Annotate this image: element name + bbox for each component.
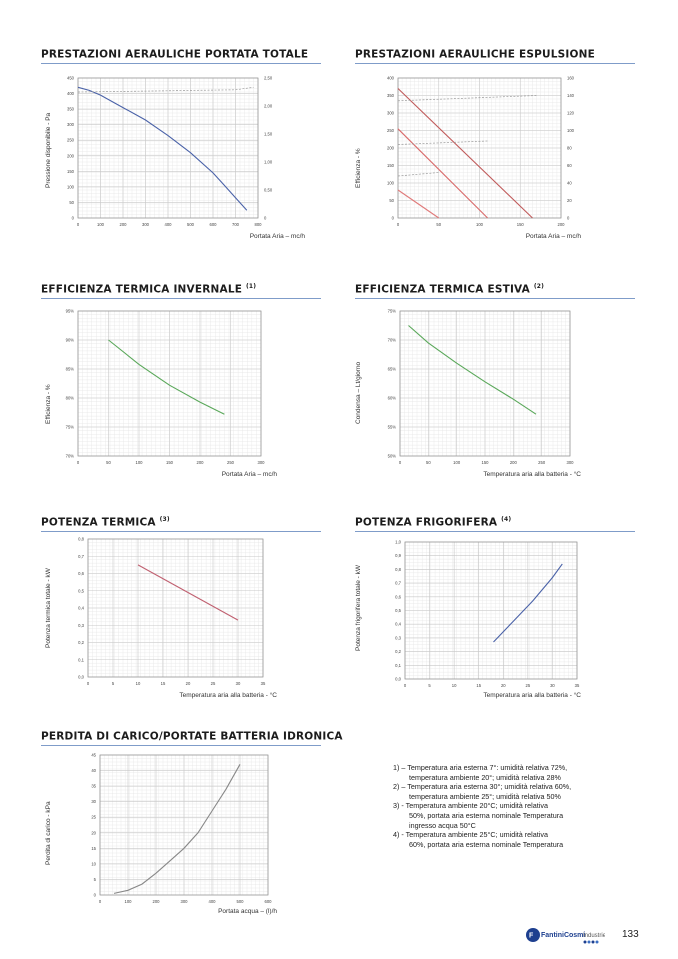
y-tick-label: 0,0 — [395, 676, 401, 682]
x-axis-label: Temperatura aria alla batteria - °C — [483, 471, 581, 478]
x-tick-label: 250 — [227, 460, 234, 465]
y-tick-label: 0,1 — [395, 662, 401, 668]
y-tick-label: 95% — [65, 308, 74, 314]
x-tick-label: 50 — [106, 460, 111, 465]
y-tick-label: 50 — [389, 198, 394, 203]
x-tick-label: 0 — [98, 899, 102, 904]
x-tick-label: 200 — [557, 222, 565, 227]
x-tick-label: 100 — [476, 222, 483, 227]
x-tick-label: 100 — [124, 899, 132, 904]
x-tick-label: 200 — [152, 899, 160, 904]
x-tick-label: 50 — [436, 222, 442, 227]
svg-text:FantiniCosmi: FantiniCosmi — [541, 932, 586, 939]
y-tick-label: 1,0 — [395, 539, 401, 545]
y2-tick-label: 40 — [567, 180, 572, 186]
x-tick-label: 500 — [187, 222, 194, 227]
y2-tick-label: 0,50 — [264, 187, 273, 193]
y-tick-label: 0 — [71, 215, 74, 221]
x-tick-label: 100 — [97, 222, 104, 227]
y-tick-label: 0,4 — [78, 605, 84, 611]
y-tick-label: 5 — [93, 876, 96, 882]
x-tick-label: 300 — [257, 460, 265, 465]
y-tick-label: 400 — [67, 91, 74, 97]
x-tick-label: 150 — [516, 222, 524, 227]
y-axis-label: Perdita di carico - kPa — [45, 801, 52, 865]
x-tick-label: 0 — [86, 681, 90, 686]
x-tick-label: 30 — [550, 683, 555, 688]
x-axis-label: Portata Aria – mc/h — [525, 233, 581, 240]
y-tick-label: 0,6 — [78, 571, 84, 576]
footnote-2: 2) – Temperatura aria esterna 30°; umidità relativa 60%, temperatura ambiente 25°; umidità relativa 50% — [393, 782, 572, 801]
y-axis-label: Condensa – Lt/giorno — [355, 361, 362, 424]
y-axis-label: Efficienza - % — [45, 383, 52, 424]
page-number: 133 — [622, 929, 639, 940]
y-tick-label: 0,8 — [395, 566, 401, 572]
svg-text:F: F — [529, 932, 534, 940]
y-tick-label: 50 — [69, 199, 74, 205]
y-tick-label: 90% — [65, 337, 74, 343]
y-tick-label: 450 — [67, 75, 74, 81]
y-tick-label: 45 — [91, 752, 96, 758]
x-tick-label: 300 — [180, 899, 188, 904]
y2-tick-label: 160 — [567, 75, 574, 81]
y-tick-label: 400 — [387, 75, 394, 81]
x-tick-label: 400 — [208, 899, 216, 904]
x-tick-label: 150 — [166, 460, 173, 465]
y-tick-label: 25 — [91, 814, 96, 820]
x-axis-label: Temperatura aria alla batteria - °C — [483, 692, 581, 699]
x-tick-label: 200 — [509, 460, 517, 465]
y-axis-label: Efficienza - % — [355, 148, 362, 188]
chart-title-6: PERDITA DI CARICO/PORTATE BATTERIA IDRONICA — [41, 730, 343, 743]
x-tick-label: 600 — [209, 222, 217, 227]
y-tick-label: 100 — [67, 184, 74, 190]
y-axis-label: Pressione disponibile - Pa — [45, 112, 52, 188]
x-tick-label: 25 — [210, 681, 216, 686]
x-tick-label: 0 — [76, 222, 80, 227]
y-tick-label: 30 — [91, 799, 96, 805]
y-tick-label: 250 — [387, 128, 394, 133]
x-tick-label: 15 — [476, 683, 482, 688]
y-tick-label: 0,3 — [78, 622, 84, 628]
y-tick-label: 0,1 — [78, 657, 84, 663]
y2-tick-label: 60 — [567, 163, 572, 168]
y-tick-label: 60% — [387, 395, 396, 401]
y-tick-label: 0 — [391, 215, 394, 221]
y-tick-label: 0,2 — [395, 649, 401, 655]
x-tick-label: 10 — [451, 683, 457, 688]
y-tick-label: 65% — [387, 366, 396, 372]
x-axis-label: Portata Aria – mc/h — [249, 233, 305, 240]
y-tick-label: 0,7 — [395, 580, 401, 586]
y2-tick-label: 1,00 — [264, 159, 273, 165]
x-axis-label: Portata acqua – (l)/h — [218, 908, 277, 915]
y-tick-label: 0,3 — [395, 635, 401, 641]
y-tick-label: 75% — [65, 424, 74, 430]
y-tick-label: 0,2 — [78, 640, 84, 645]
y-axis-label: Potenza termica totale - kW — [45, 568, 52, 648]
y-tick-label: 350 — [67, 106, 74, 112]
chart-title-5: POTENZA FRIGORIFERA $^{(4)}$ — [355, 516, 512, 529]
y-tick-label: 70% — [65, 453, 74, 459]
x-tick-label: 600 — [264, 899, 272, 904]
x-axis-label: Temperatura aria alla batteria - °C — [179, 692, 277, 699]
footnote-4: 4) - Temperatura ambiente 25°C; umidità relativa 60%, portata aria esterna nominale Temperatura — [393, 830, 564, 849]
x-tick-label: 800 — [254, 222, 262, 227]
y2-tick-label: 1,50 — [264, 131, 273, 137]
x-tick-label: 25 — [525, 683, 531, 688]
y2-tick-label: 0 — [567, 215, 570, 221]
x-tick-label: 15 — [160, 681, 166, 686]
x-tick-label: 5 — [428, 683, 431, 688]
y2-tick-label: 0 — [264, 215, 267, 221]
y-tick-label: 200 — [67, 153, 74, 159]
y-tick-label: 70% — [387, 337, 396, 343]
x-tick-label: 100 — [135, 460, 143, 465]
x-tick-label: 200 — [119, 222, 127, 227]
y-tick-label: 10 — [91, 861, 96, 867]
y-tick-label: 350 — [387, 93, 394, 98]
x-tick-label: 400 — [164, 222, 172, 227]
y2-tick-label: 2,00 — [264, 103, 273, 109]
y-tick-label: 150 — [67, 168, 74, 174]
x-tick-label: 0 — [403, 683, 407, 688]
x-tick-label: 300 — [142, 222, 149, 227]
chart-title-1: PRESTAZIONI AERAULICHE ESPULSIONE — [355, 48, 596, 61]
y-tick-label: 75% — [387, 308, 396, 314]
x-tick-label: 20 — [500, 683, 506, 688]
svg-text:Industrie: Industrie — [583, 933, 605, 939]
y-tick-label: 55% — [387, 424, 396, 430]
y-tick-label: 100 — [387, 180, 394, 186]
y2-tick-label: 2,50 — [264, 75, 273, 81]
y-tick-label: 0,7 — [78, 553, 84, 559]
y-tick-label: 300 — [387, 110, 394, 116]
y-tick-label: 150 — [387, 163, 394, 168]
y-tick-label: 0,5 — [395, 608, 401, 613]
x-tick-label: 0 — [76, 460, 80, 465]
y-tick-label: 0,6 — [395, 594, 401, 600]
y-tick-label: 0 — [93, 892, 96, 898]
x-tick-label: 500 — [236, 899, 244, 904]
x-tick-label: 0 — [398, 460, 402, 465]
chart-title-4: POTENZA TERMICA $^{(3)}$ — [41, 516, 170, 529]
y-axis-label: Potenza frigorifera totale - kW — [355, 564, 362, 651]
y2-tick-label: 100 — [567, 128, 574, 133]
y2-tick-label: 20 — [567, 198, 572, 203]
x-tick-label: 35 — [574, 683, 580, 688]
footnote-3: 3) - Temperatura ambiente 20°C; umidità relativa 50%, portata aria esterna nominale Temperatura ingresso acqua 50°C — [393, 801, 564, 830]
y-tick-label: 200 — [387, 145, 394, 151]
y-tick-label: 250 — [67, 137, 74, 143]
y-tick-label: 40 — [91, 768, 96, 774]
x-tick-label: 200 — [196, 460, 204, 465]
y-tick-label: 300 — [67, 122, 74, 128]
chart-title-3: EFFICIENZA TERMICA ESTIVA $^{(2)}$ — [355, 283, 545, 296]
x-tick-label: 5 — [111, 681, 115, 686]
y-tick-label: 0,0 — [78, 674, 84, 680]
y-tick-label: 85% — [65, 366, 74, 372]
x-tick-label: 10 — [135, 681, 141, 686]
chart-title-2: EFFICIENZA TERMICA INVERNALE $^{(1)}$ — [41, 283, 257, 296]
x-tick-label: 30 — [235, 681, 241, 686]
y-tick-label: 50% — [387, 453, 396, 459]
x-tick-label: 300 — [566, 460, 574, 465]
x-tick-label: 100 — [453, 460, 461, 465]
x-tick-label: 250 — [538, 460, 546, 465]
x-tick-label: 35 — [260, 681, 266, 686]
chart-title-0: PRESTAZIONI AERAULICHE PORTATA TOTALE — [41, 48, 309, 61]
y-tick-label: 0,4 — [395, 621, 401, 627]
y-tick-label: 0,5 — [78, 588, 84, 594]
x-tick-label: 150 — [481, 460, 489, 465]
y-tick-label: 20 — [91, 830, 96, 836]
y-tick-label: 0,8 — [78, 536, 84, 542]
footnote-1: 1) – Temperatura aria esterna 7°: umidità relativa 72%, temperatura ambiente 20°; umidità relativa 28% — [393, 763, 568, 782]
y-tick-label: 0,9 — [395, 553, 401, 559]
y-tick-label: 35 — [91, 783, 96, 789]
x-tick-label: 20 — [185, 681, 191, 686]
y2-tick-label: 80 — [567, 145, 572, 151]
y2-tick-label: 120 — [567, 110, 574, 116]
x-axis-label: Portata Aria – mc/h — [221, 471, 277, 478]
x-tick-label: 50 — [425, 460, 431, 465]
x-tick-label: 0 — [396, 222, 400, 227]
y-tick-label: 15 — [91, 845, 96, 851]
y2-tick-label: 140 — [567, 93, 574, 98]
x-tick-label: 700 — [232, 222, 239, 227]
y-tick-label: 80% — [65, 395, 74, 401]
